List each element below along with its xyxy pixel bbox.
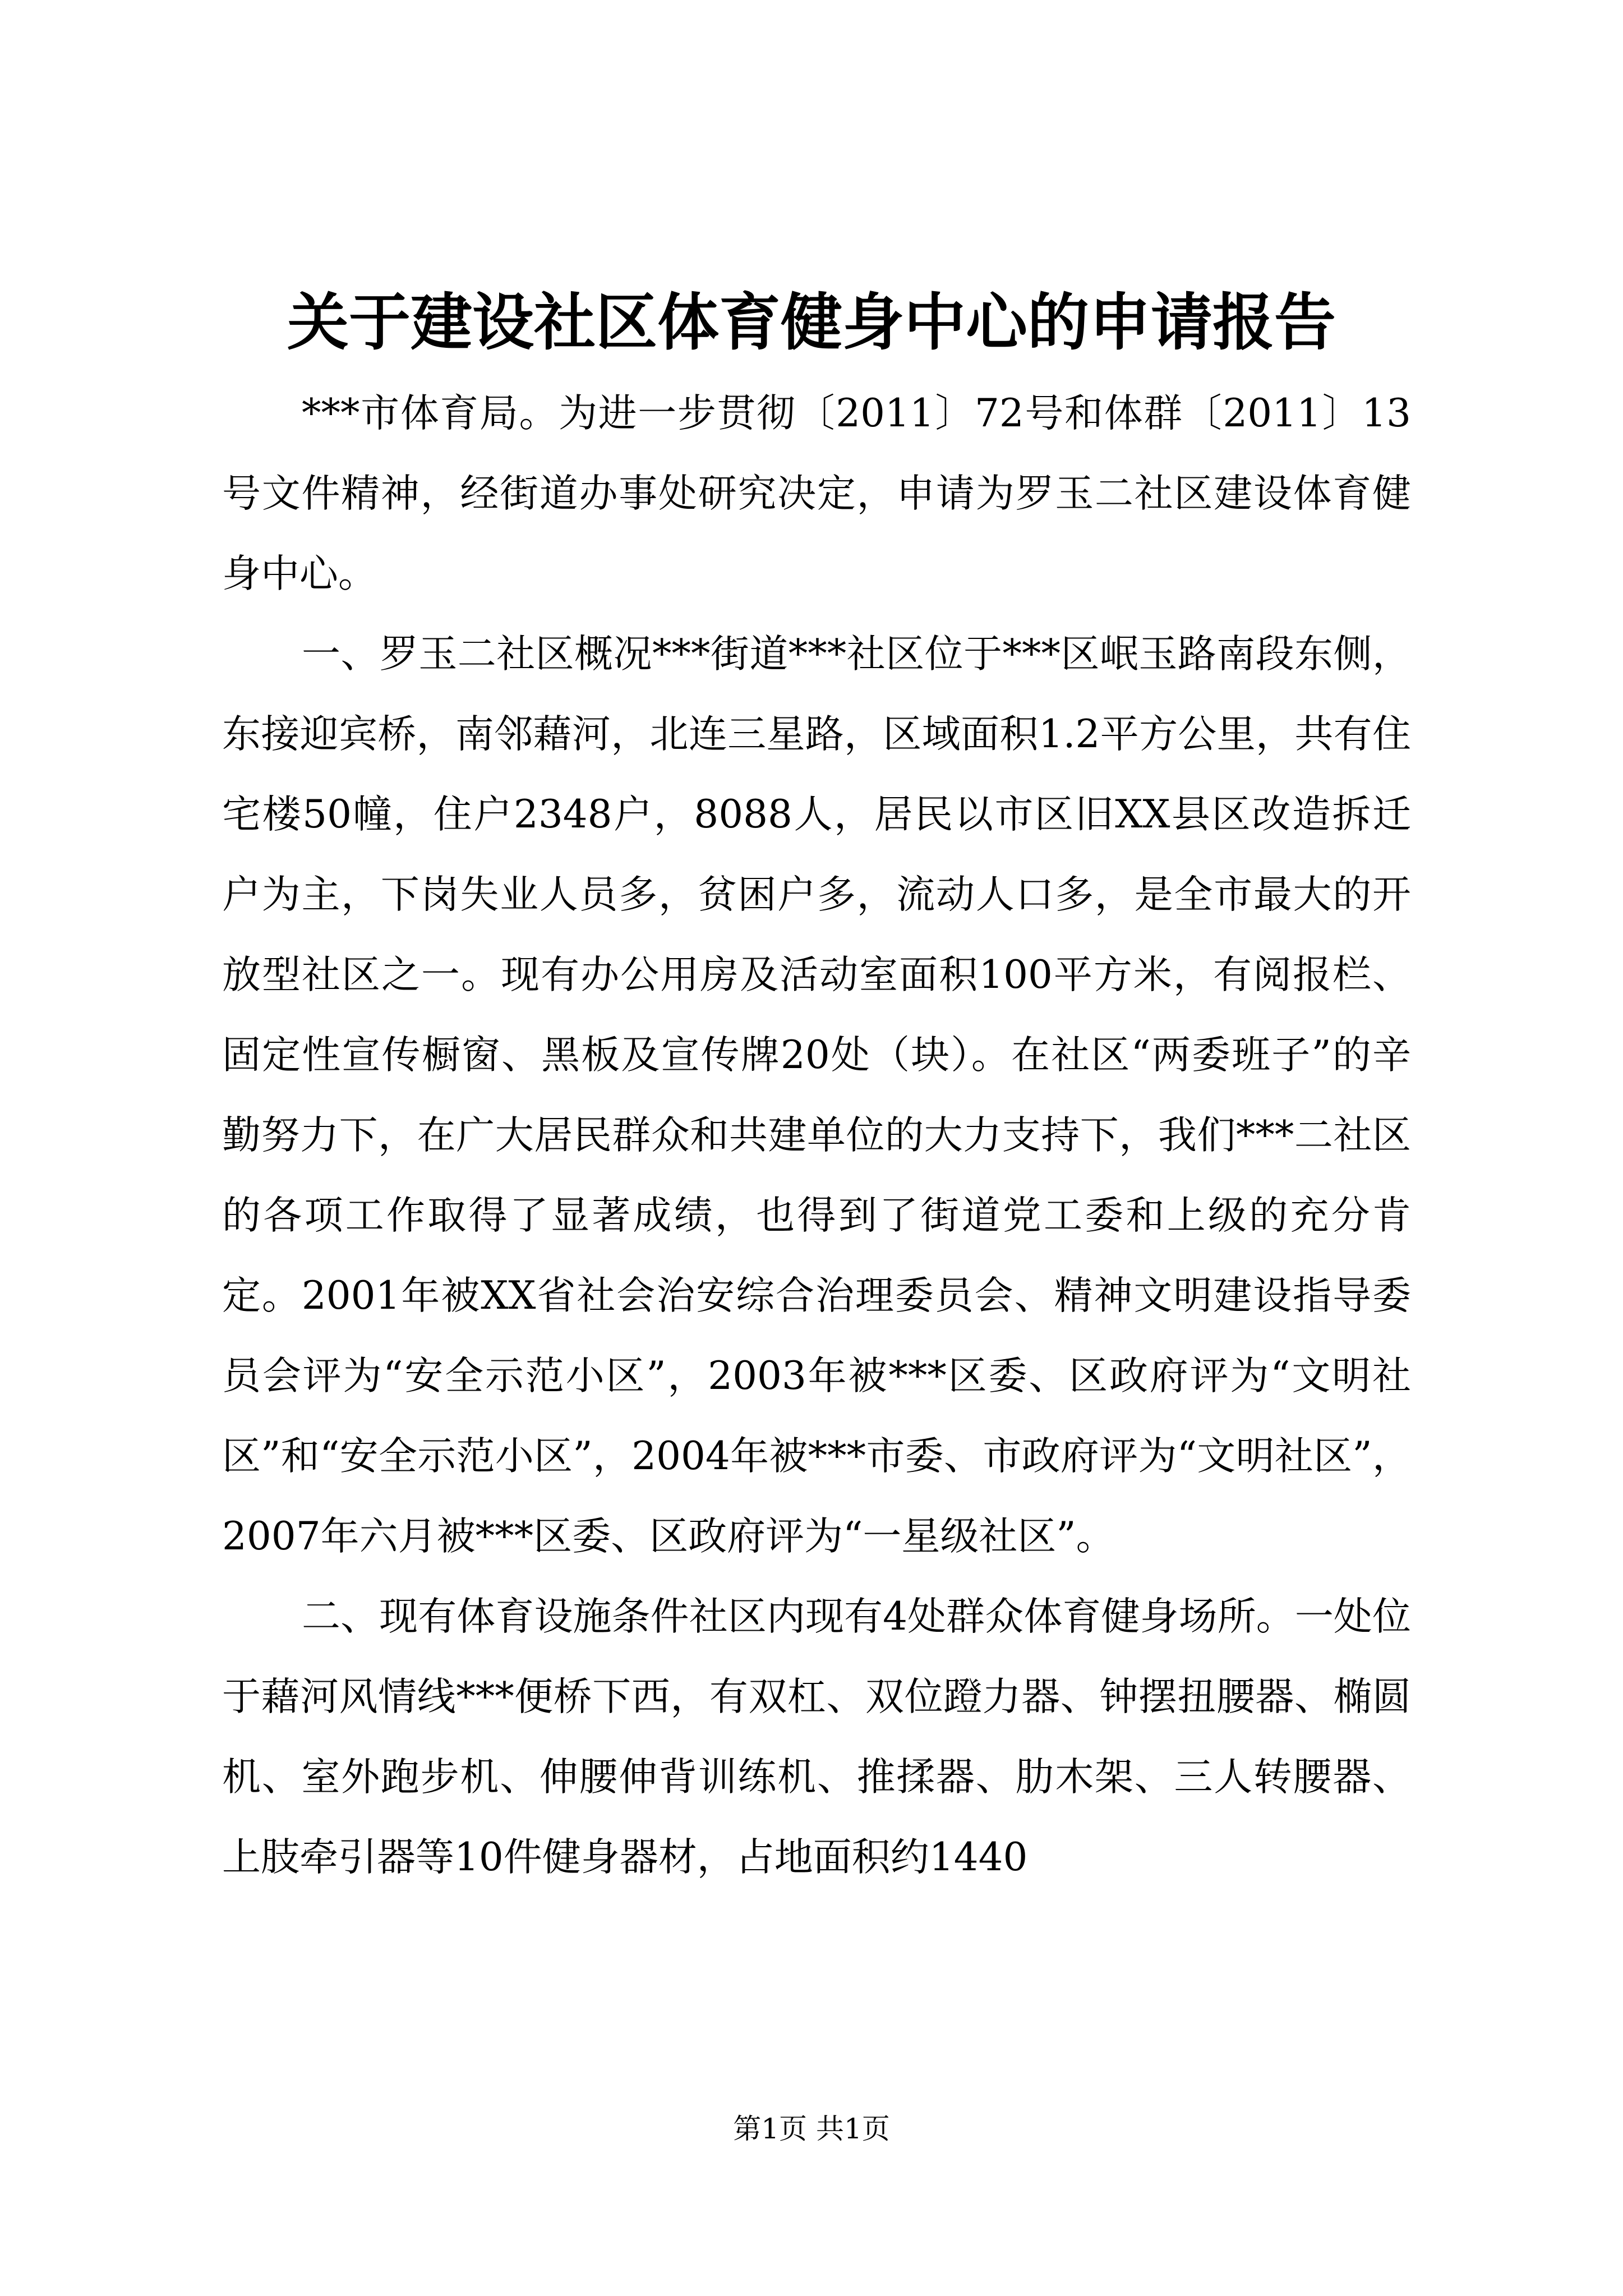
document-title: 关于建设社区体育健身中心的申请报告 — [287, 286, 1336, 358]
paragraph-intro: ***市体育局。为进一步贯彻〔2011〕72号和体群〔2011〕13号文件精神，经街道办事处研究决定，申请为罗玉二社区建设体育健身中心。 — [222, 391, 1411, 596]
page-footer: 第1页 共1页 — [733, 2113, 890, 2145]
document-body — [222, 374, 1411, 1898]
paragraph-community-overview: 一、罗玉二社区概况***街道***社区位于***区岷玉路南段东侧，东接迎宾桥，南邻藉河，北连三星路，区域面积1.2平方公里，共有住宅楼50幢，住户2348户，8088人，居民以市区旧XX县区改造拆迁户为主，下岗失业人员多，贫困户多，流动人口多，是全市最大的开放型社区之一。现有办公用房及活动室面积100平方米，有阅报栏、固定性宣传橱窗、黑板及宣传牌20处（块）。在社区“两委班子”的辛勤努力下，在广大居民群众和共建单位的大力支持下，我们***二社区的各项工作取得了显著成绩，也得到了街道党工委和上级的充分肯定。2001年被XX省社会治安综合治理委员会、精神文明建设指导委员会评为“安全示范小区”，2003年被***区委、区政府评为“文明社区”和“安全示范小区”，2004年被***市委、市政府评为“文明社区”，2007年六月被***区委、区政府评为“一星级社区”。 — [222, 632, 1411, 1559]
paragraph-sports-facilities: 二、现有体育设施条件社区内现有4处群众体育健身场所。一处位于藉河风情线***便桥下西，有双杠、双位蹬力器、钟摆扭腰器、椭圆机、室外跑步机、伸腰伸背训练机、推揉器、肋木架、三人转腰器、上肢牵引器等10件健身器材，占地面积约1440 — [222, 1594, 1411, 1880]
